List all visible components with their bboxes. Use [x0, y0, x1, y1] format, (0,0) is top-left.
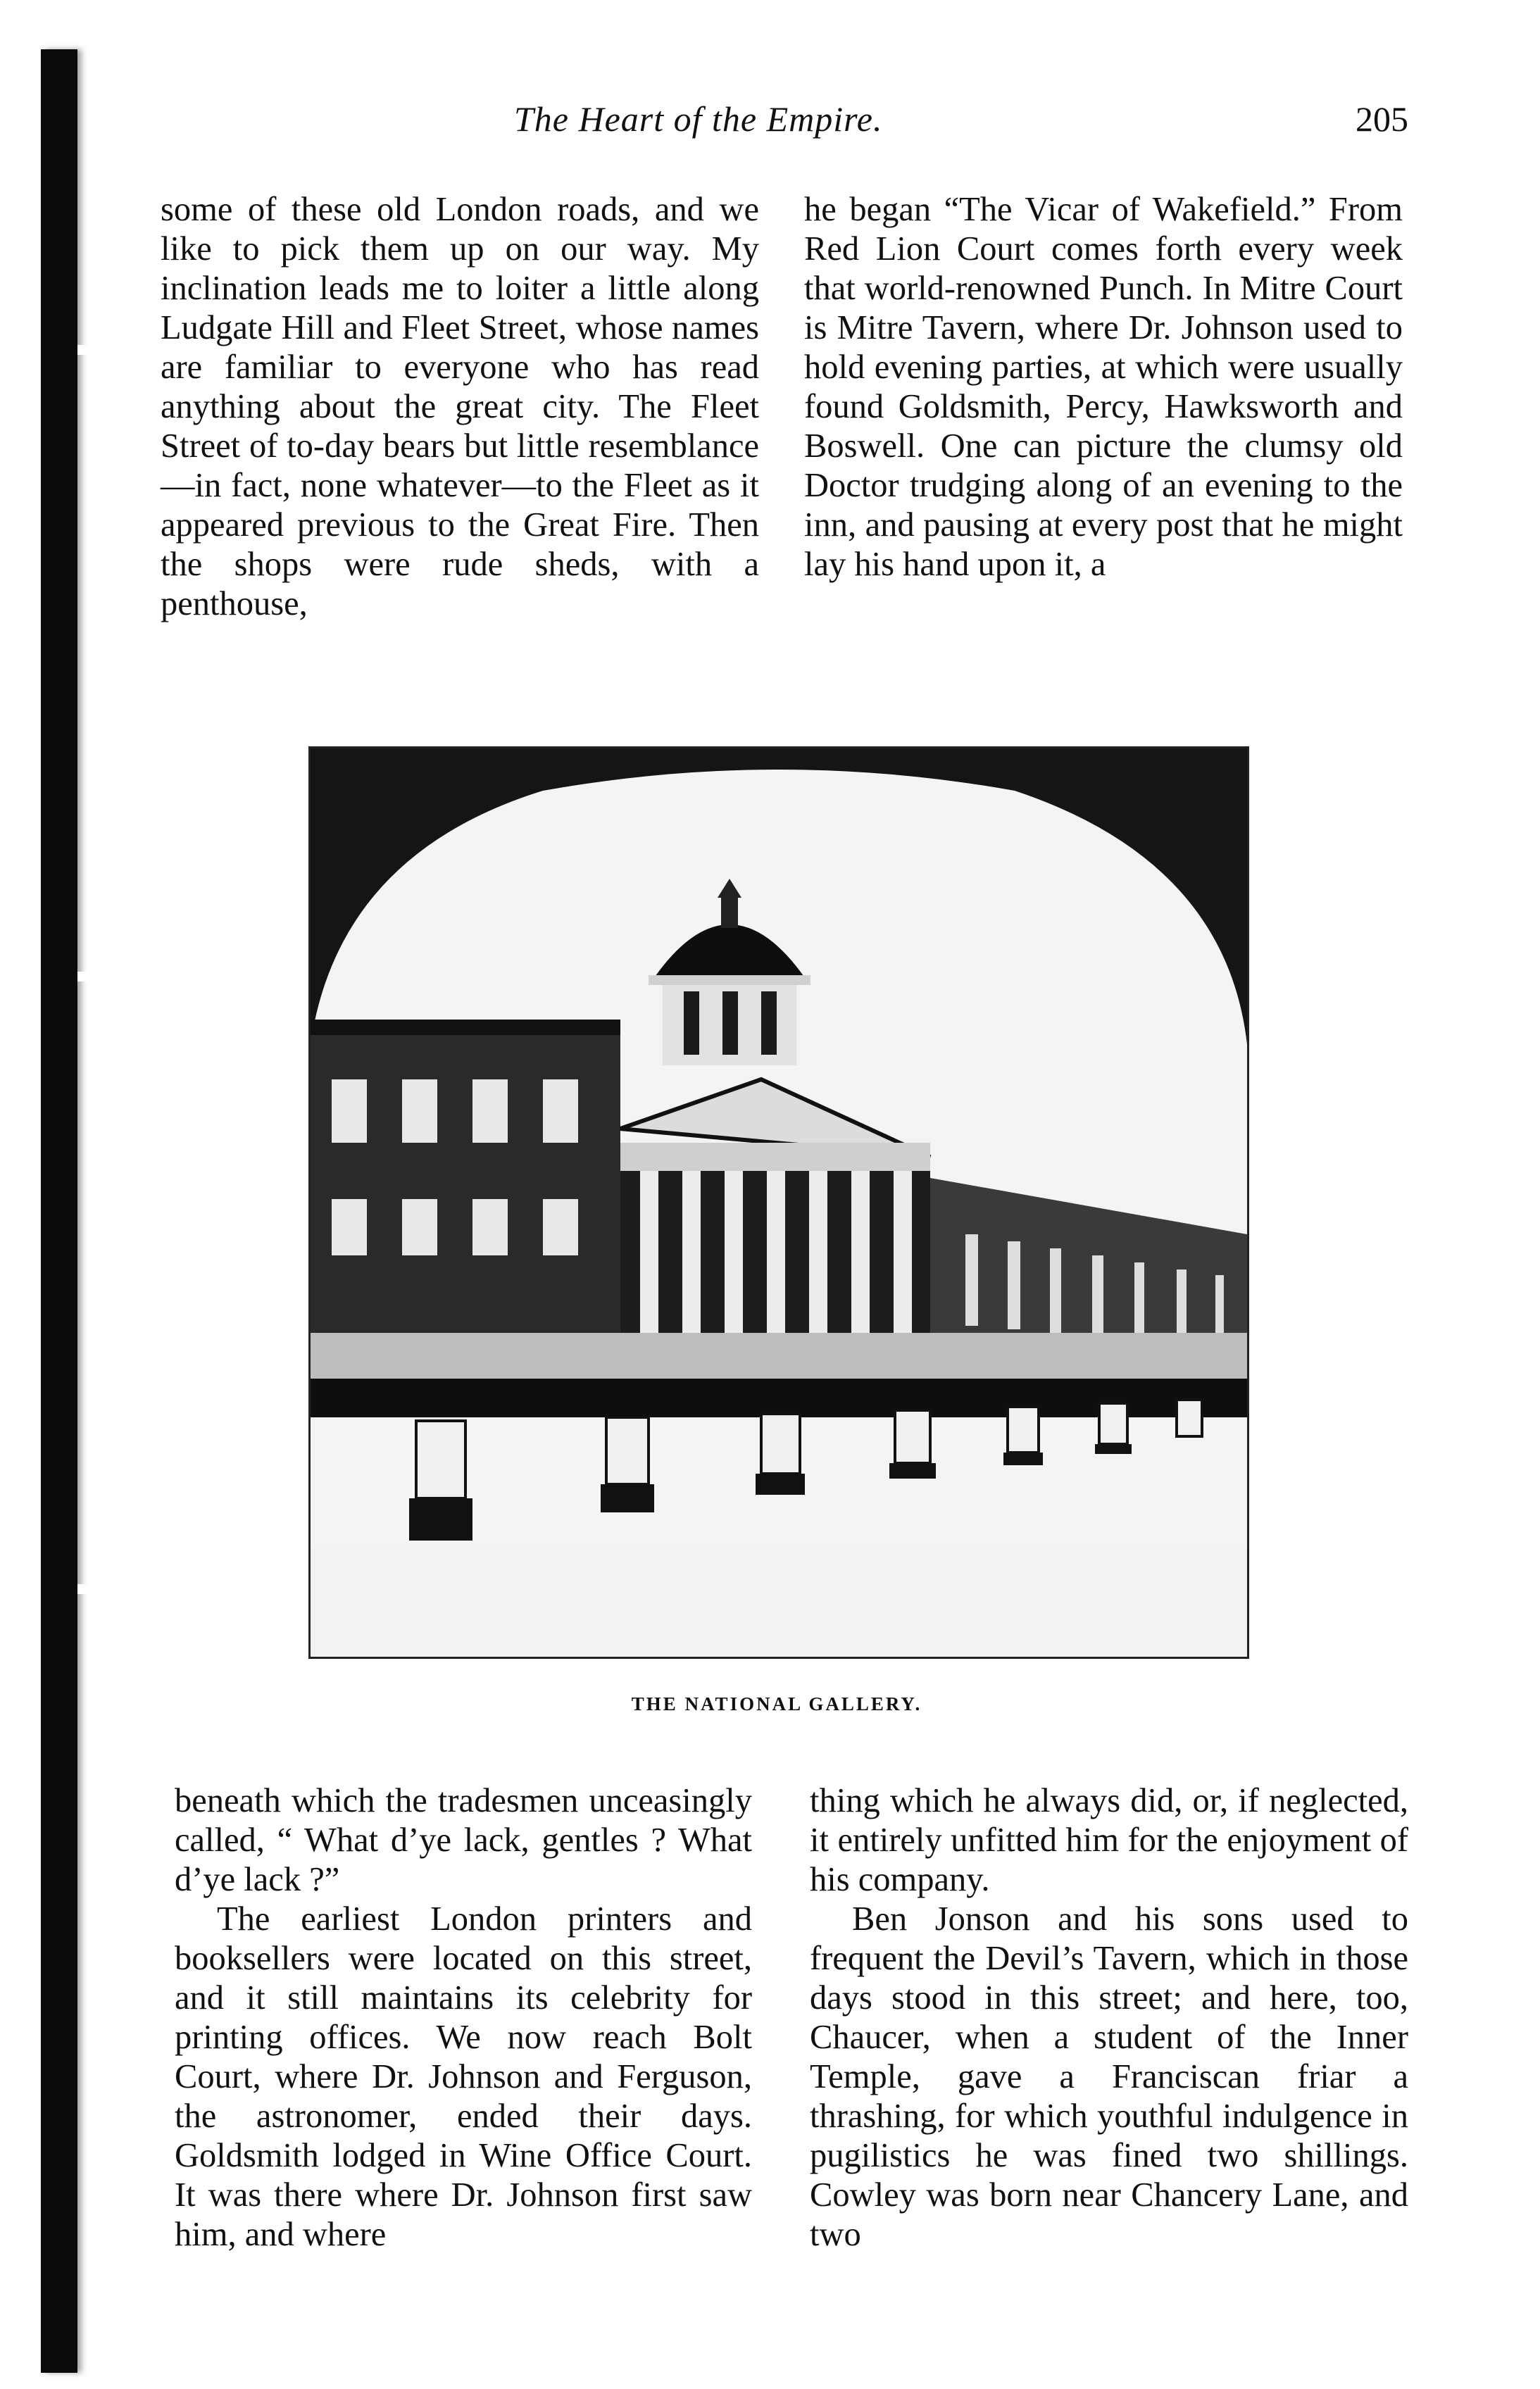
running-title: The Heart of the Empire.	[514, 99, 883, 139]
spine-speck	[77, 972, 104, 982]
spine-speck	[77, 1584, 104, 1594]
text-column-bottom-right	[810, 1781, 1408, 2255]
paragraph: beneath which the tradesmen unceasingly called, “ What d’ye lack, gentles ? What d’ye lack ?”	[175, 1782, 752, 1898]
national-gallery-photograph	[308, 746, 1249, 1659]
building-illustration	[311, 748, 1247, 1657]
spine-speck	[77, 345, 104, 355]
paragraph: Ben Jonson and his sons used to frequent the Devil’s Tavern, which in those days stood in this street; and here, too, Chaucer, when a student of the Inner Temple, gave a Franciscan friar a thrashing, for which youthful indulgence in pugilistics he was fined two shillings. Cowley was born near Chancery Lane, and two	[810, 1900, 1408, 2253]
page-header	[134, 99, 1429, 155]
paragraph: The earliest London printers and booksellers were located on this street, and it still maintains its celebrity for printing offices. We now reach Bolt Court, where Dr. Johnson and Ferguson, the astronomer, ended their days. Goldsmith lodged in Wine Office Court. It was there where Dr. Johnson first saw him, and where	[175, 1900, 752, 2253]
page-number: 205	[1356, 99, 1408, 139]
paragraph: thing which he always did, or, if neglected, it entirely unfitted him for the enjoyment of his company.	[810, 1782, 1408, 1898]
figure-caption: THE NATIONAL GALLERY.	[631, 1693, 922, 1714]
binding-edge	[41, 49, 77, 2373]
text-column-top-left	[161, 190, 759, 624]
paragraph: he began “The Vicar of Wakefield.” From Red Lion Court comes forth every week that world-renowned Punch. In Mitre Court is Mitre Tavern, where Dr. Johnson used to hold evening parties, at which were usually found Goldsmith, Percy, Hawksworth and Boswell. One can picture the clumsy old Doctor trudging along of an evening to the inn, and pausing at every post that he might lay his hand upon it, a	[804, 191, 1403, 583]
paragraph: some of these old London roads, and we like to pick them up on our way. My inclination leads me to loiter a little along Ludgate Hill and Fleet Street, whose names are familiar to everyone who has read anything about the great city. The Fleet Street of to-day bears but little resemblance —in fact, none whatever—to the Fleet as it appeared previous to the Great Fire. Then the shops were rude sheds, with a penthouse,	[161, 191, 759, 622]
text-column-bottom-left	[175, 1781, 752, 2255]
text-column-top-right	[804, 190, 1403, 584]
